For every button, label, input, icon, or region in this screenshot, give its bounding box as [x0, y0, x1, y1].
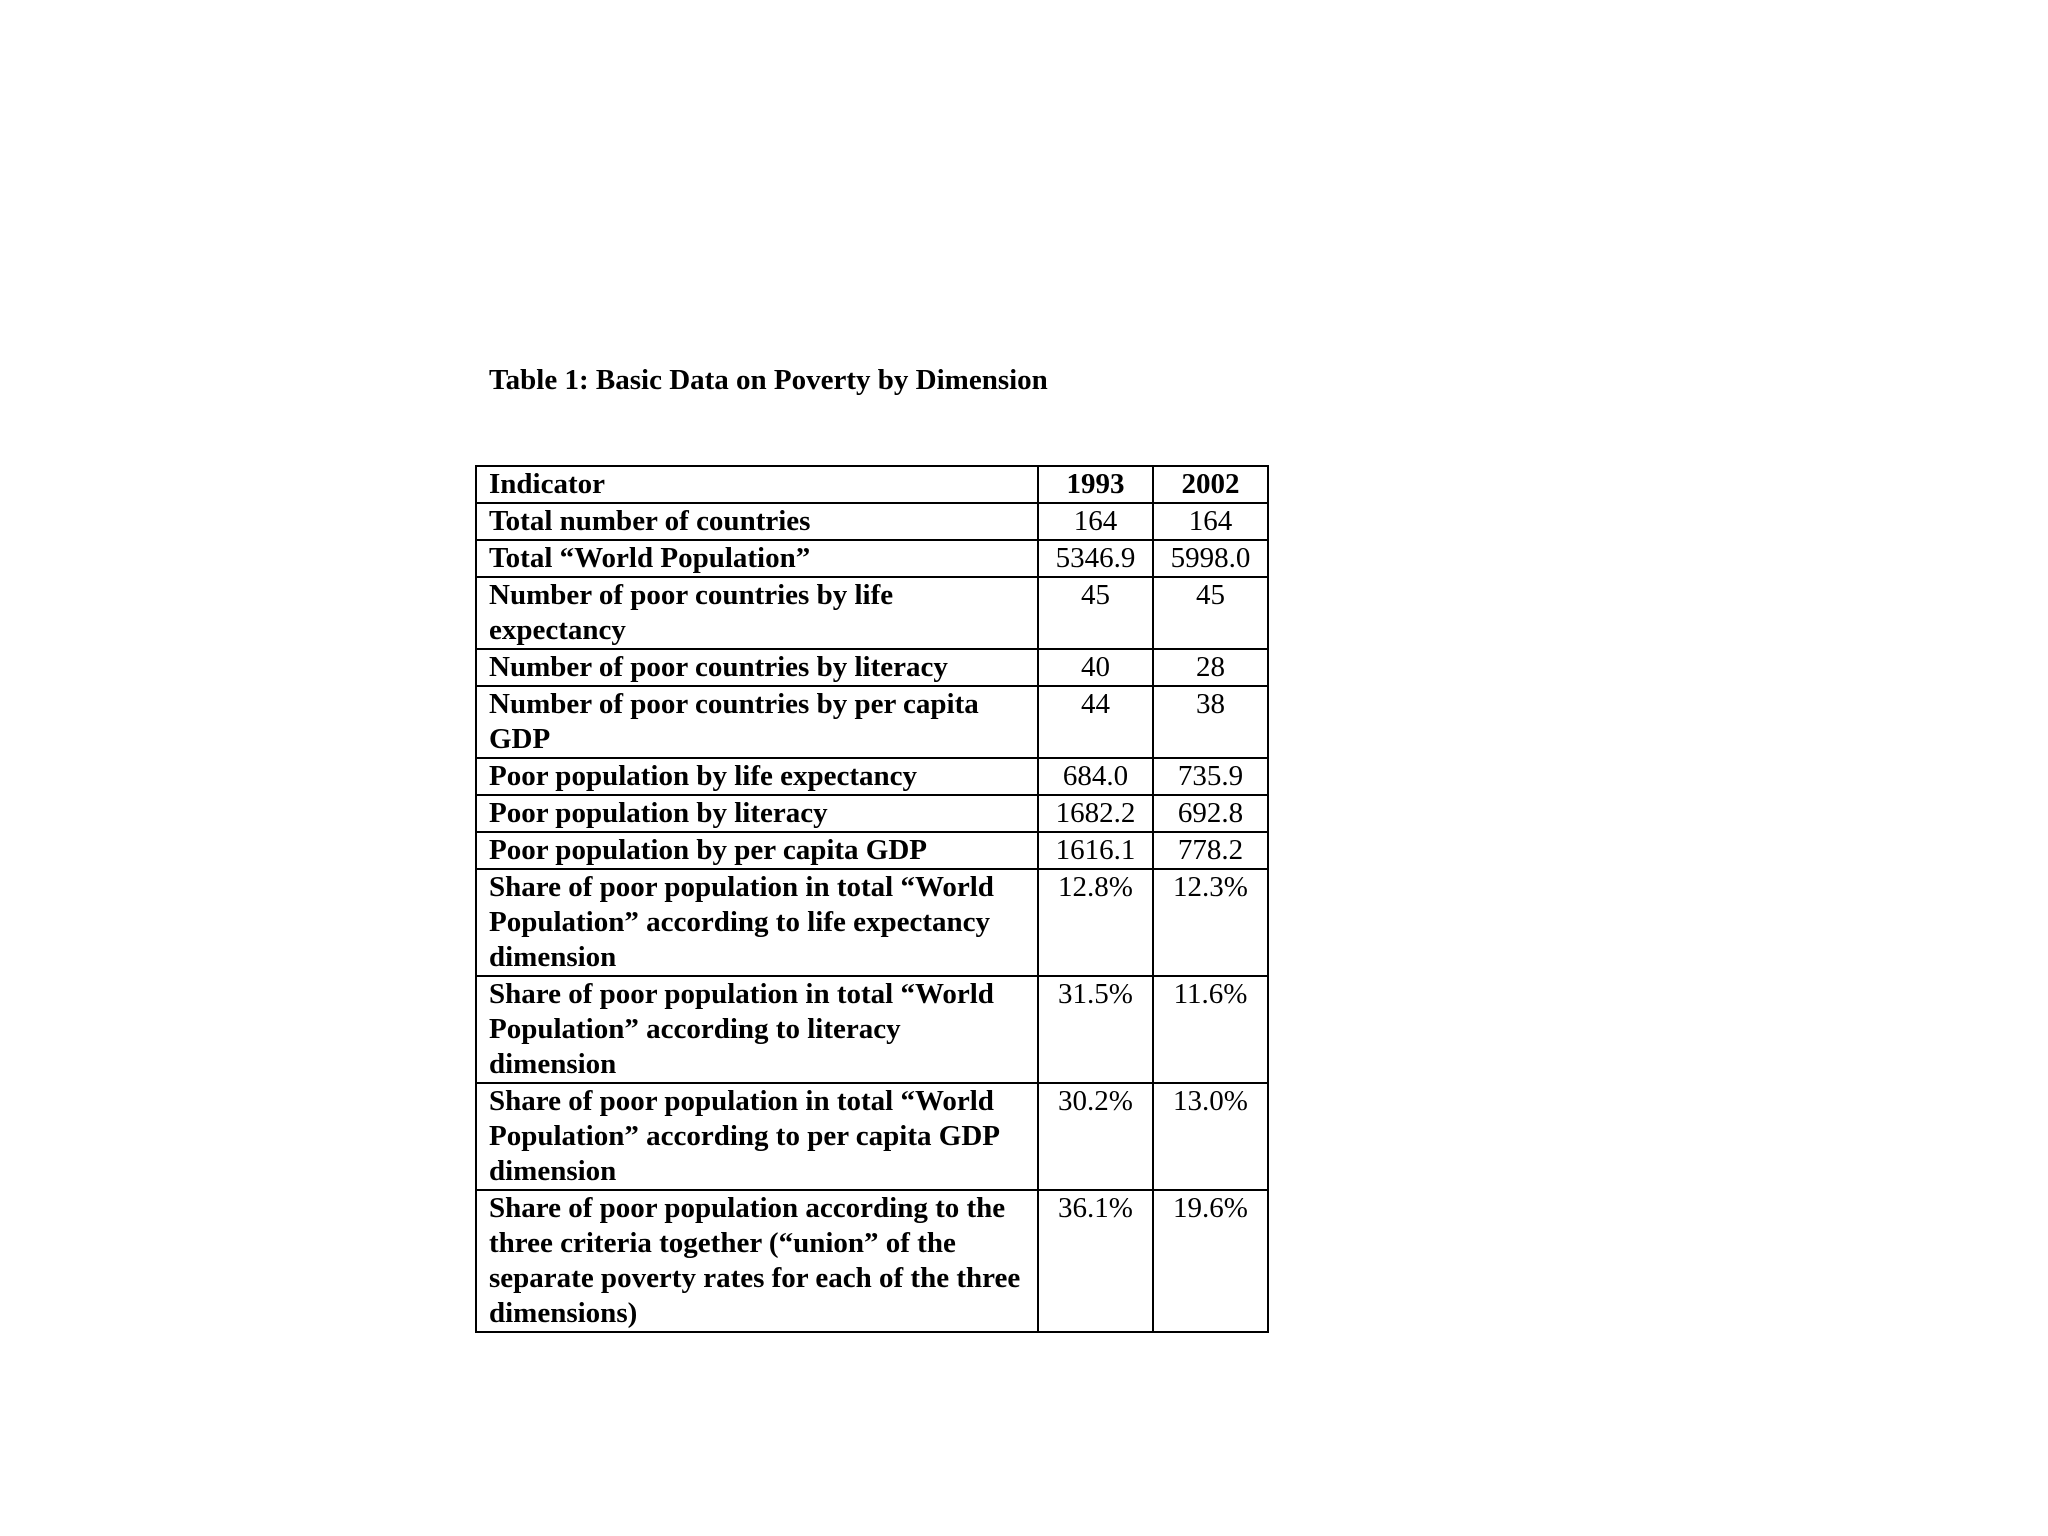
table-row [476, 540, 1268, 577]
indicator-cell: Share of poor population in total “World Population” according to literacy dimension [476, 976, 1038, 1083]
table-caption: Table 1: Basic Data on Poverty by Dimension [489, 364, 1048, 396]
value-2002-cell: 38 [1153, 686, 1268, 758]
table-row [476, 795, 1268, 832]
indicator-cell: Number of poor countries by per capita GDP [476, 686, 1038, 758]
value-2002-cell: 735.9 [1153, 758, 1268, 795]
indicator-cell: Share of poor population in total “World Population” according to life expectancy dimension [476, 869, 1038, 976]
value-1993-cell: 44 [1038, 686, 1153, 758]
table-row [476, 686, 1268, 758]
value-1993-cell: 1682.2 [1038, 795, 1153, 832]
value-2002-cell: 12.3% [1153, 869, 1268, 976]
value-2002-cell: 13.0% [1153, 1083, 1268, 1190]
value-1993-cell: 31.5% [1038, 976, 1153, 1083]
value-2002-cell: 692.8 [1153, 795, 1268, 832]
column-header-1993: 1993 [1038, 466, 1153, 503]
table-row [476, 503, 1268, 540]
value-1993-cell: 5346.9 [1038, 540, 1153, 577]
value-1993-cell: 164 [1038, 503, 1153, 540]
indicator-cell: Share of poor population according to the three criteria together (“union” of the separate poverty rates for each of the three dimensions) [476, 1190, 1038, 1332]
table-header-row [476, 466, 1268, 503]
value-1993-cell: 30.2% [1038, 1083, 1153, 1190]
table-row [476, 1190, 1268, 1332]
value-1993-cell: 12.8% [1038, 869, 1153, 976]
value-1993-cell: 1616.1 [1038, 832, 1153, 869]
value-1993-cell: 40 [1038, 649, 1153, 686]
value-2002-cell: 19.6% [1153, 1190, 1268, 1332]
table-row [476, 976, 1268, 1083]
indicator-cell: Number of poor countries by literacy [476, 649, 1038, 686]
value-2002-cell: 164 [1153, 503, 1268, 540]
value-2002-cell: 778.2 [1153, 832, 1268, 869]
column-header-2002: 2002 [1153, 466, 1268, 503]
value-2002-cell: 45 [1153, 577, 1268, 649]
indicator-cell: Poor population by literacy [476, 795, 1038, 832]
value-2002-cell: 28 [1153, 649, 1268, 686]
value-1993-cell: 45 [1038, 577, 1153, 649]
value-1993-cell: 684.0 [1038, 758, 1153, 795]
table-row [476, 649, 1268, 686]
indicator-cell: Poor population by life expectancy [476, 758, 1038, 795]
indicator-cell: Number of poor countries by life expectancy [476, 577, 1038, 649]
poverty-data-table [475, 465, 1269, 1333]
indicator-cell: Total number of countries [476, 503, 1038, 540]
table-row [476, 758, 1268, 795]
table-row [476, 1083, 1268, 1190]
table-row [476, 832, 1268, 869]
table-row [476, 577, 1268, 649]
value-2002-cell: 11.6% [1153, 976, 1268, 1083]
column-header-indicator: Indicator [476, 466, 1038, 503]
indicator-cell: Poor population by per capita GDP [476, 832, 1038, 869]
value-1993-cell: 36.1% [1038, 1190, 1153, 1332]
indicator-cell: Total “World Population” [476, 540, 1038, 577]
table-row [476, 869, 1268, 976]
indicator-cell: Share of poor population in total “World Population” according to per capita GDP dimension [476, 1083, 1038, 1190]
value-2002-cell: 5998.0 [1153, 540, 1268, 577]
